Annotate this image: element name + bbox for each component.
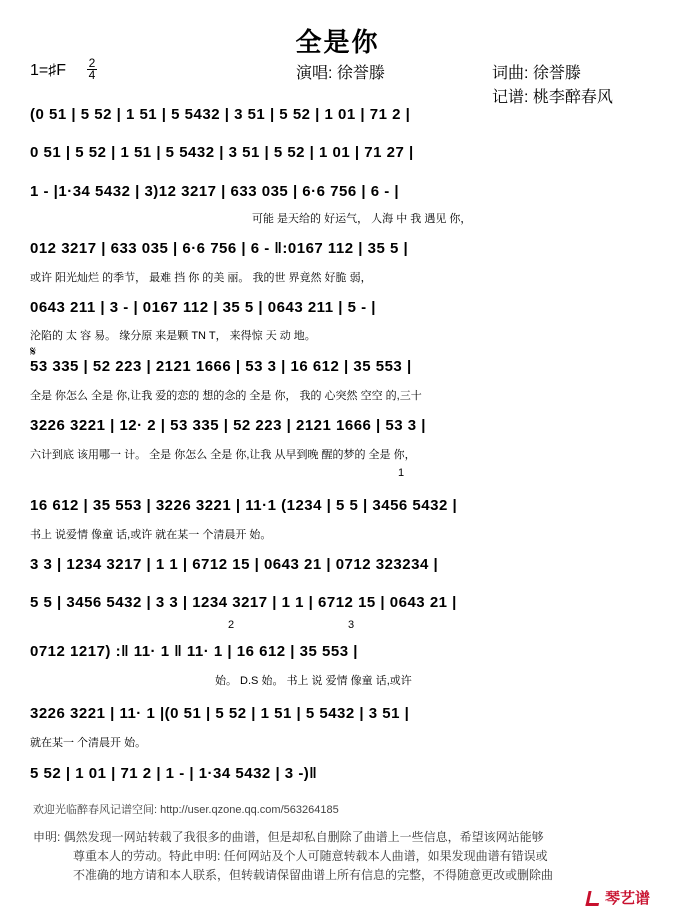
time-signature xyxy=(87,58,97,81)
page-title: 全是你 xyxy=(295,27,380,57)
score-line-6: 53 335 | 52 223 | 2121 1666 | 53 3 | 16 612 | 35 553 | xyxy=(30,358,412,375)
disclaimer-line-1: 申明: 偶然发现一网站转载了我很多的曲谱，但是却私自删除了曲谱上一些信息，希望该网站能够 xyxy=(33,830,544,844)
score-line-12: 3226 3221 | 11· 1 |(0 51 | 5 52 | 1 51 | 5 5432 | 3 51 | xyxy=(30,705,410,722)
logo-text: 琴艺谱 xyxy=(605,889,651,907)
disclaimer-line-2: 尊重本人的劳动。特此申明: 任何网站及个人可随意转载本人曲谱，如果发现曲谱有错误或 xyxy=(73,849,548,863)
transcriber: 记谱: 桃李醉春风 xyxy=(492,89,613,106)
lyrics-line-11: 始。 D.S 始。 书上 说 爱情 像童 话,或许 xyxy=(215,675,412,687)
score-line-8: 16 612 | 35 553 | 3226 3221 | 11·1 (1234 | 5 5 | 3456 5432 | xyxy=(30,497,458,514)
disclaimer-line-3: 不准确的地方请和本人联系，但转载请保留曲谱上所有信息的完整，不得随意更改或删除曲 xyxy=(73,868,554,882)
score-line-9: 3 3 | 1234 3217 | 1 1 | 6712 15 | 0643 21 | 0712 323234 | xyxy=(30,556,439,573)
score-line-11: 0712 1217) :‖ 11· 1 ‖ 11· 1 | 16 612 | 35 553 | xyxy=(30,643,358,660)
volta-3: 3 xyxy=(348,619,355,631)
lyrics-line-7: 六计到底 该用哪一 计。 全是 你怎么 全是 你,让我 从早到晚 醒的梦的 全是 你， xyxy=(30,449,416,461)
lyrics-line-6: 全是 你怎么 全是 你,让我 爱的恋的 想的念的 全是 你， 我的 心突然 空空 的,三十 xyxy=(30,390,422,402)
key-signature: 1=♯F xyxy=(30,62,67,79)
score-line-2: 0 51 | 5 52 | 1 51 | 5 5432 | 3 51 | 5 52 | 1 01 | 71 27 | xyxy=(30,144,414,161)
score-line-4: 012 3217 | 633 035 | 6·6 756 | 6 - ‖:0167 112 | 35 5 | xyxy=(30,240,409,257)
composer: 词曲: 徐誉滕 xyxy=(492,65,581,82)
score-line-5: 0643 211 | 3 - | 0167 112 | 35 5 | 0643 211 | 5 - | xyxy=(30,299,376,316)
qinyipu-logo xyxy=(585,885,670,909)
time-signature-bottom: 4 xyxy=(88,68,96,82)
lyrics-line-3: 可能 是天给的 好运气， 人海 中 我 遇见 你， xyxy=(252,213,472,225)
score-line-1: (0 51 | 5 52 | 1 51 | 5 5432 | 3 51 | 5 52 | 1 01 | 71 2 | xyxy=(30,106,411,123)
logo-mark-icon xyxy=(585,888,603,906)
time-signature-top: 2 xyxy=(88,56,96,70)
score-line-10: 5 5 | 3456 5432 | 3 3 | 1234 3217 | 1 1 | 6712 15 | 0643 21 | xyxy=(30,594,457,611)
volta-1: 1 xyxy=(398,467,405,479)
lyrics-line-12: 就在某一 个清晨开 始。 xyxy=(30,737,147,749)
lyrics-line-5: 沦陷的 太 容 易。 缘分原 来是颗 TN T， 来得惊 天 动 地。 xyxy=(30,330,316,342)
score-line-13: 5 52 | 1 01 | 71 2 | 1 - | 1·34 5432 | 3 -)‖ xyxy=(30,765,318,782)
singer: 演唱: 徐誉滕 xyxy=(296,65,385,82)
visit-link: 欢迎光临醉春风记谱空间: http://user.qzone.qq.com/563264185 xyxy=(33,804,339,816)
score-line-7: 3226 3221 | 12· 2 | 53 335 | 52 223 | 2121 1666 | 53 3 | xyxy=(30,417,426,434)
segno-sign: 𝄋 xyxy=(30,343,37,359)
lyrics-line-8: 书上 说爱情 像童 话,或许 就在某一 个清晨开 始。 xyxy=(30,529,272,541)
lyrics-line-4: 或许 阳光灿烂 的季节， 最难 挡 你 的美 丽。 我的世 界竟然 好脆 弱， xyxy=(30,272,372,284)
volta-2: 2 xyxy=(228,619,235,631)
score-line-3: 1 - |1·34 5432 | 3)12 3217 | 633 035 | 6·6 756 | 6 - | xyxy=(30,183,400,200)
